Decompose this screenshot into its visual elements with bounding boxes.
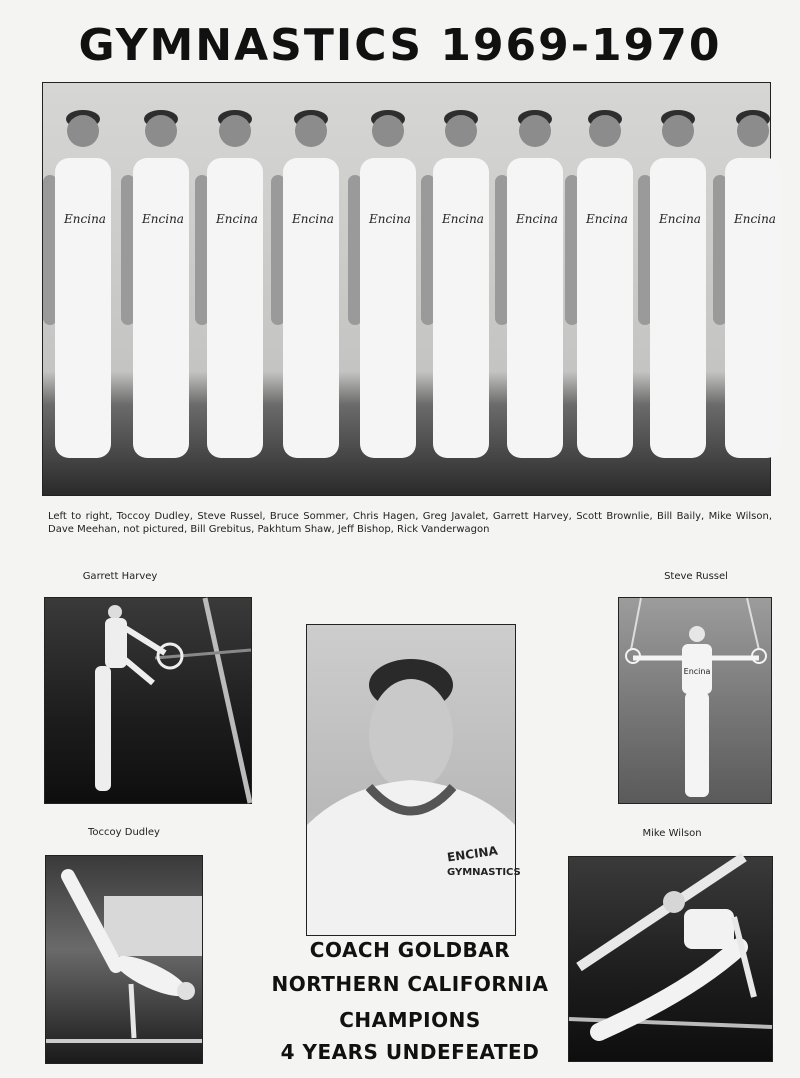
team-member-figure <box>713 110 781 458</box>
photo-toccoy-dudley <box>45 855 203 1064</box>
team-jersey-text: Encina <box>734 212 776 226</box>
team-member-figure <box>195 110 263 458</box>
photo-coach <box>306 624 521 936</box>
team-jersey-text: Encina <box>659 212 701 226</box>
photo-label-steve-russel: Steve Russel <box>664 571 728 582</box>
coach-line-4: 4 YEARS UNDEFEATED <box>280 1040 540 1064</box>
coach-line-3: CHAMPIONS <box>339 1008 481 1032</box>
coach-portrait-illustration <box>307 625 515 935</box>
team-photo-figures <box>43 83 776 495</box>
rings-cross-illustration <box>619 598 771 803</box>
photo-label-mike-wilson: Mike Wilson <box>642 828 702 839</box>
shirt-text-encina: ENCINA <box>446 843 499 865</box>
rings-gymnast-illustration <box>45 598 251 803</box>
handstand-gymnast-illustration <box>46 856 202 1063</box>
team-jersey-text: Encina <box>586 212 628 226</box>
photo-label-toccoy-dudley: Toccoy Dudley <box>88 827 160 838</box>
team-jersey-text: Encina <box>216 212 258 226</box>
jersey-text: Encina <box>683 667 711 676</box>
team-member-figure <box>638 110 706 458</box>
pommel-gymnast-illustration <box>569 857 772 1061</box>
photo-garrett-harvey <box>44 597 252 804</box>
coach-line-2: NORTHERN CALIFORNIA <box>271 972 549 996</box>
photo-steve-russel <box>618 597 772 804</box>
shirt-text-gymnastics: GYMNASTICS <box>447 867 521 878</box>
team-jersey-text: Encina <box>142 212 184 226</box>
coach-line-1: COACH GOLDBAR <box>309 938 511 962</box>
team-caption: Left to right, Toccoy Dudley, Steve Russel, Bruce Sommer, Chris Hagen, Greg Javalet, Garrett Harvey, Scott Brownlie, Bill Baily, Mike Wilson, Dave Meehan, not pictured, Bill Grebitus, Pakhtum Shaw, Jeff Bishop, Rick Vanderwagon <box>48 511 772 535</box>
team-jersey-text: Encina <box>516 212 558 226</box>
team-photo <box>42 82 776 496</box>
team-member-figure <box>43 110 111 458</box>
team-jersey-text: Encina <box>442 212 484 226</box>
photo-mike-wilson <box>568 856 773 1062</box>
team-member-figure <box>421 110 489 458</box>
page-title: GYMNASTICS 1969-1970 <box>78 20 722 71</box>
team-member-figure <box>495 110 563 458</box>
photo-label-garrett-harvey: Garrett Harvey <box>82 571 158 582</box>
team-member-figure <box>121 110 189 458</box>
team-member-figure <box>271 110 339 458</box>
team-jersey-text: Encina <box>64 212 106 226</box>
team-jersey-text: Encina <box>292 212 334 226</box>
team-jersey-text: Encina <box>369 212 411 226</box>
team-member-figure <box>348 110 416 458</box>
team-member-figure <box>565 110 633 458</box>
